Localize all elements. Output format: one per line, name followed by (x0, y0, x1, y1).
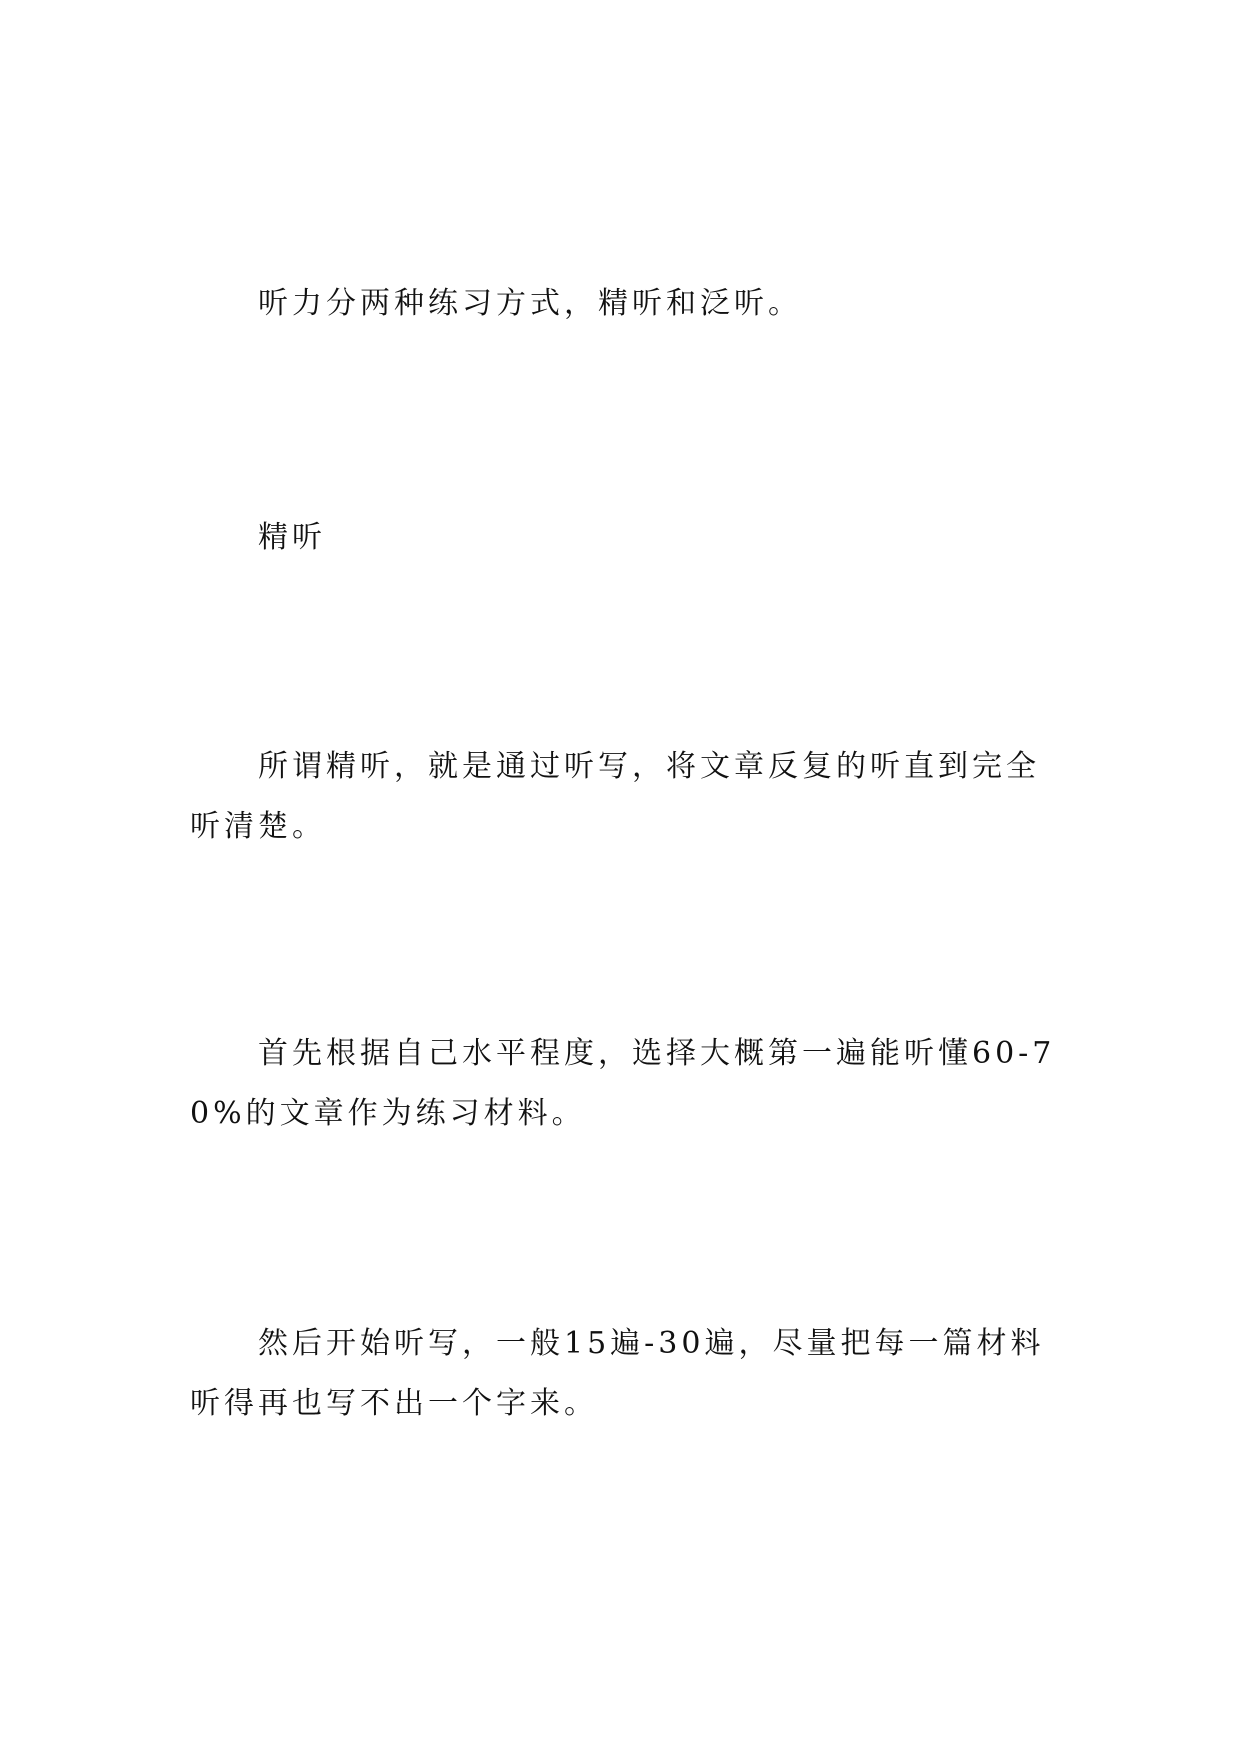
paragraph-material-selection: 首先根据自己水平程度，选择大概第一遍能听懂60-70%的文章作为练习材料。 (190, 1036, 1056, 1131)
paragraph-dictation-practice: 然后开始听写，一般15遍-30遍，尽量把每一篇材料听得再也写不出一个字来。 (190, 1326, 1045, 1421)
paragraph-definition: 所谓精听，就是通过听写，将文章反复的听直到完全听清楚。 (190, 749, 1040, 844)
paragraph-intro: 听力分两种练习方式，精听和泛听。 (258, 286, 802, 321)
section-heading-intensive-listening: 精听 (258, 520, 326, 555)
